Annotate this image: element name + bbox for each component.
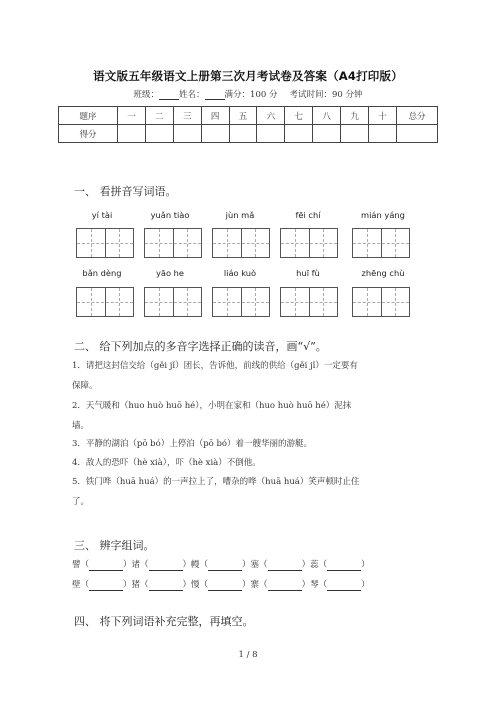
score-cell[interactable] bbox=[313, 125, 341, 143]
writing-grid[interactable] bbox=[144, 228, 202, 258]
question-line: 3．平静的湖泊（pō bó）上停泊（pō bó）着一艘华丽的游艇。 bbox=[72, 439, 313, 449]
pinyin-label: yuǎn tiào bbox=[150, 210, 190, 220]
pinyin-label: mián yáng bbox=[361, 210, 405, 220]
score-row bbox=[59, 125, 438, 143]
answer-blank[interactable] bbox=[268, 561, 302, 571]
section1-heading: 一、 看拼音写词语。 bbox=[74, 185, 177, 198]
pinyin-label: liáo kuò bbox=[223, 268, 257, 278]
class-blank bbox=[159, 90, 179, 100]
answer-blank[interactable] bbox=[149, 561, 183, 571]
question-line: 1．请把这封信交给（gěi jǐ）团长，告诉他，前线的供给（gěi jǐ）一定要有 bbox=[72, 361, 358, 371]
writing-grid[interactable] bbox=[352, 287, 410, 317]
score-cell[interactable] bbox=[145, 125, 173, 143]
word-group-row bbox=[72, 579, 432, 591]
score-header-row bbox=[59, 107, 438, 125]
section2-heading: 二、 给下列加点的多音字选择正确的读音，画“√”。 bbox=[74, 340, 327, 353]
pinyin-label: jùn mǎ bbox=[225, 210, 255, 220]
char-label: ）塞（ bbox=[242, 560, 268, 570]
pinyin-label: fēi chí bbox=[295, 210, 321, 220]
score-cell[interactable] bbox=[229, 125, 257, 143]
pinyin-label: yāo he bbox=[155, 268, 185, 278]
score-header-cell: 总分 bbox=[397, 107, 438, 125]
question-line: 4．敌人的恐吓（hè xià），吓（hè xià）不倒他。 bbox=[72, 458, 261, 468]
score-cell[interactable] bbox=[341, 125, 369, 143]
score-cell[interactable] bbox=[173, 125, 201, 143]
answer-blank[interactable] bbox=[327, 581, 361, 591]
question-line: 了。 bbox=[72, 497, 90, 507]
writing-grid[interactable] bbox=[280, 228, 338, 258]
writing-grid[interactable] bbox=[76, 287, 134, 317]
score-cell[interactable] bbox=[201, 125, 229, 143]
answer-blank[interactable] bbox=[208, 561, 242, 571]
score-header-cell: 三 bbox=[173, 107, 201, 125]
writing-grid[interactable] bbox=[352, 228, 410, 258]
score-header-cell: 八 bbox=[313, 107, 341, 125]
char-label: 譬（ bbox=[72, 560, 90, 570]
score-header-cell: 一 bbox=[118, 107, 146, 125]
score-header-cell: 六 bbox=[257, 107, 285, 125]
score-header-cell: 五 bbox=[229, 107, 257, 125]
answer-blank[interactable] bbox=[268, 581, 302, 591]
writing-grid[interactable] bbox=[212, 287, 270, 317]
name-blank bbox=[205, 90, 225, 100]
score-header-cell: 二 bbox=[145, 107, 173, 125]
char-label: ）琴（ bbox=[301, 580, 328, 590]
char-label: ）猪（ bbox=[123, 580, 149, 590]
score-header-cell: 九 bbox=[341, 107, 369, 125]
exam-time: 考试时间：90 分钟 bbox=[289, 90, 363, 100]
word-group-row bbox=[72, 559, 432, 571]
score-cell[interactable] bbox=[257, 125, 285, 143]
answer-blank[interactable] bbox=[208, 581, 242, 591]
name-label: 姓名： bbox=[179, 90, 205, 100]
pinyin-label: huī fù bbox=[296, 268, 320, 278]
char-label: ）幔（ bbox=[182, 560, 209, 570]
writing-grid[interactable] bbox=[280, 287, 338, 317]
score-header-cell: 十 bbox=[369, 107, 397, 125]
writing-grid[interactable] bbox=[144, 287, 202, 317]
score-cell[interactable] bbox=[118, 125, 146, 143]
char-label: 壁（ bbox=[72, 580, 90, 590]
score-row-label: 得分 bbox=[59, 125, 118, 143]
score-header-cell: 七 bbox=[285, 107, 313, 125]
class-label: 班级： bbox=[133, 90, 160, 100]
char-label: ） bbox=[361, 560, 370, 570]
section4-heading: 四、 将下列词语补充完整，再填空。 bbox=[74, 615, 254, 628]
pinyin-label: yí tài bbox=[91, 210, 113, 220]
full-score: 满分：100 分 bbox=[224, 90, 278, 100]
answer-blank[interactable] bbox=[89, 581, 123, 591]
question-line: 保障。 bbox=[72, 381, 98, 391]
char-label: ）诸（ bbox=[123, 560, 149, 570]
question-line: 2．天气暖和（huo huò huō hé），小明在家和（huo huò huō hé）泥抹 bbox=[72, 401, 352, 411]
score-table bbox=[58, 106, 438, 143]
score-header-cell: 题序 bbox=[59, 107, 118, 125]
score-cell[interactable] bbox=[285, 125, 313, 143]
writing-grid[interactable] bbox=[76, 228, 134, 258]
char-label: ）慢（ bbox=[182, 580, 209, 590]
answer-blank[interactable] bbox=[89, 561, 123, 571]
question-line: 墙。 bbox=[72, 421, 90, 431]
section3-heading: 三、 辨字组词。 bbox=[74, 539, 155, 552]
pinyin-label: bǎn dèng bbox=[82, 268, 122, 278]
pinyin-label: zhēng chù bbox=[361, 268, 405, 278]
answer-blank[interactable] bbox=[149, 581, 183, 591]
question-line: 5．铁门哗（huā huá）的一声拉上了，嘈杂的哗（huā huá）笑声顿时止住 bbox=[72, 477, 360, 487]
writing-grid[interactable] bbox=[212, 228, 270, 258]
page-number: 1 / 8 bbox=[238, 650, 258, 660]
score-header-cell: 四 bbox=[201, 107, 229, 125]
page-title: 语文版五年级语文上册第三次月考试卷及答案（A4打印版） bbox=[93, 69, 403, 83]
score-cell[interactable] bbox=[369, 125, 397, 143]
answer-blank[interactable] bbox=[327, 561, 361, 571]
exam-info bbox=[0, 88, 496, 100]
score-cell[interactable] bbox=[397, 125, 438, 143]
char-label: ）蕊（ bbox=[301, 560, 328, 570]
char-label: ） bbox=[361, 580, 370, 590]
char-label: ）寨（ bbox=[242, 580, 268, 590]
